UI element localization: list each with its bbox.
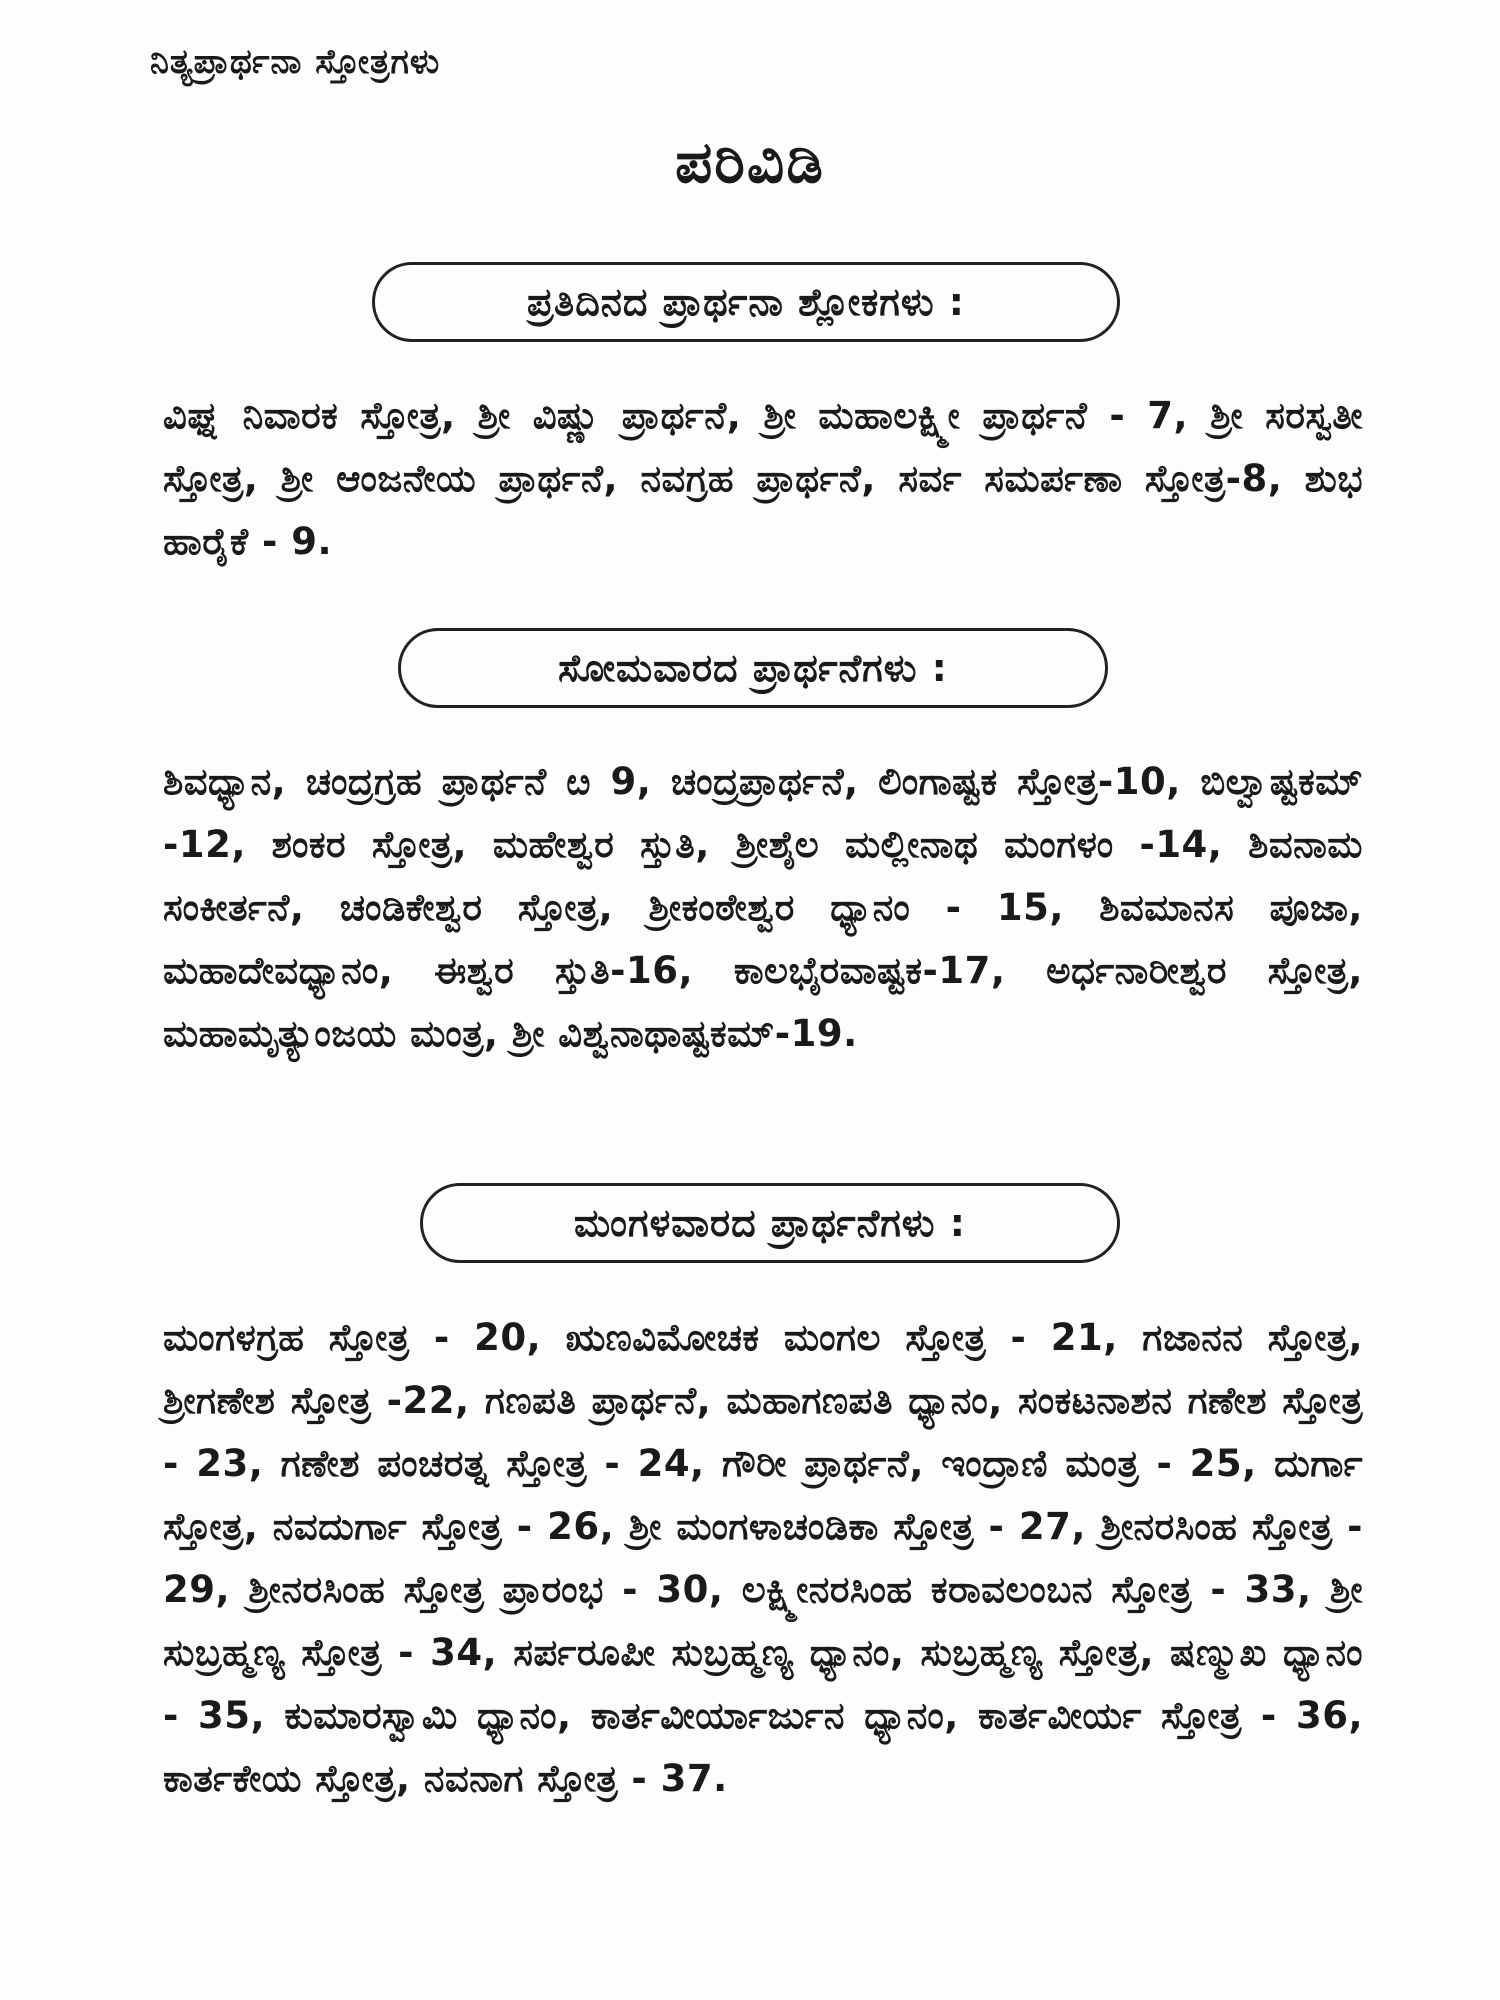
running-head: ನಿತ್ಯಪ್ರಾರ್ಥನಾ ಸ್ತೋತ್ರಗಳು (150, 42, 441, 82)
section-heading-daily-prayers: ಪ್ರತಿದಿನದ ಪ್ರಾರ್ಥನಾ ಶ್ಲೋಕಗಳು : (372, 262, 1120, 342)
section-body-daily-prayers: ವಿಘ್ನ ನಿವಾರಕ ಸ್ತೋತ್ರ, ಶ್ರೀ ವಿಷ್ಣು ಪ್ರಾರ್ಥನೆ, ಶ್ರೀ ಮಹಾಲಕ್ಷ್ಮೀ ಪ್ರಾರ್ಥನೆ - 7, ಶ್ರೀ ಸರಸ್ವತೀ ಸ್ತೋತ್ರ, ಶ್ರೀ ಆಂಜನೇಯ ಪ್ರಾರ್ಥನೆ, ನವಗ್ರಹ ಪ್ರಾರ್ಥನೆ, ಸರ್ವ ಸಮರ್ಪಣಾ ಸ್ತೋತ್ರ-8, ಶುಭ ಹಾರೈಕೆ - 9. (163, 394, 1363, 563)
section-heading-tuesday-prayers: ಮಂಗಳವಾರದ ಪ್ರಾರ್ಥನೆಗಳು : (420, 1183, 1120, 1263)
section-heading-monday-prayers: ಸೋಮವಾರದ ಪ್ರಾರ್ಥನೆಗಳು : (398, 628, 1108, 708)
page-title: ಪರಿವಿಡಿ (675, 128, 825, 196)
section-body-tuesday-prayers: ಮಂಗಳಗ್ರಹ ಸ್ತೋತ್ರ - 20, ಋಣವಿಮೋಚಕ ಮಂಗಲ ಸ್ತೋತ್ರ - 21, ಗಜಾನನ ಸ್ತೋತ್ರ, ಶ್ರೀಗಣೇಶ ಸ್ತೋತ್ರ -22, ಗಣಪತಿ ಪ್ರಾರ್ಥನೆ, ಮಹಾಗಣಪತಿ ಧ್ಯಾನಂ, ಸಂಕಟನಾಶನ ಗಣೇಶ ಸ್ತೋತ್ರ - 23, ಗಣೇಶ ಪಂಚರತ್ನ ಸ್ತೋತ್ರ - 24, ಗೌರೀ ಪ್ರಾರ್ಥನೆ, ಇಂದ್ರಾಣಿ ಮಂತ್ರ - 25, ದುರ್ಗಾ ಸ್ತೋತ್ರ, ನವದುರ್ಗಾ ಸ್ತೋತ್ರ - 26, ಶ್ರೀ ಮಂಗಳಾಚಂಡಿಕಾ ಸ್ತೋತ್ರ - 27, ಶ್ರೀನರಸಿಂಹ ಸ್ತೋತ್ರ - 29, ಶ್ರೀನರಸಿಂಹ ಸ್ತೋತ್ರ ಪ್ರಾರಂಭ - 30, ಲಕ್ಷ್ಮೀನರಸಿಂಹ ಕರಾವಲಂಬನ ಸ್ತೋತ್ರ - 33, ಶ್ರೀ ಸುಬ್ರಹ್ಮಣ್ಯ ಸ್ತೋತ್ರ - 34, ಸರ್ಪರೂಪೀ ಸುಬ್ರಹ್ಮಣ್ಯ ಧ್ಯಾನಂ, ಸುಬ್ರಹ್ಮಣ್ಯ ಸ್ತೋತ್ರ, ಷಣ್ಮುಖ ಧ್ಯಾನಂ - 35, ಕುಮಾರಸ್ವಾಮಿ ಧ್ಯಾನಂ, ಕಾರ್ತವೀರ್ಯಾರ್ಜುನ ಧ್ಯಾನಂ, ಕಾರ್ತವೀರ್ಯ ಸ್ತೋತ್ರ - 36, ಕಾರ್ತಕೇಯ ಸ್ತೋತ್ರ, ನವನಾಗ ಸ್ತೋತ್ರ - 37. (163, 1316, 1363, 1800)
section-body-monday-prayers: ಶಿವಧ್ಯಾನ, ಚಂದ್ರಗ್ರಹ ಪ್ರಾರ್ಥನೆ ೞ 9, ಚಂದ್ರಪ್ರಾರ್ಥನೆ, ಲಿಂಗಾಷ್ಟಕ ಸ್ತೋತ್ರ-10, ಬಿಲ್ವಾಷ್ಟಕಮ್ -12, ಶಂಕರ ಸ್ತೋತ್ರ, ಮಹೇಶ್ವರ ಸ್ತುತಿ, ಶ್ರೀಶೈಲ ಮಲ್ಲೀನಾಥ ಮಂಗಳಂ -14, ಶಿವನಾಮ ಸಂಕೀರ್ತನೆ, ಚಂಡಿಕೇಶ್ವರ ಸ್ತೋತ್ರ, ಶ್ರೀಕಂಠೇಶ್ವರ ಧ್ಯಾನಂ - 15, ಶಿವಮಾನಸ ಪೂಜಾ, ಮಹಾದೇವಧ್ಯಾನಂ, ಈಶ್ವರ ಸ್ತುತಿ-16, ಕಾಲಭೈರವಾಷ್ಟಕ-17, ಅರ್ಧನಾರೀಶ್ವರ ಸ್ತೋತ್ರ, ಮಹಾಮೃತ್ಯುಂಜಯ ಮಂತ್ರ, ಶ್ರೀ ವಿಶ್ವನಾಥಾಷ್ಟಕಮ್-19. (163, 760, 1363, 1055)
